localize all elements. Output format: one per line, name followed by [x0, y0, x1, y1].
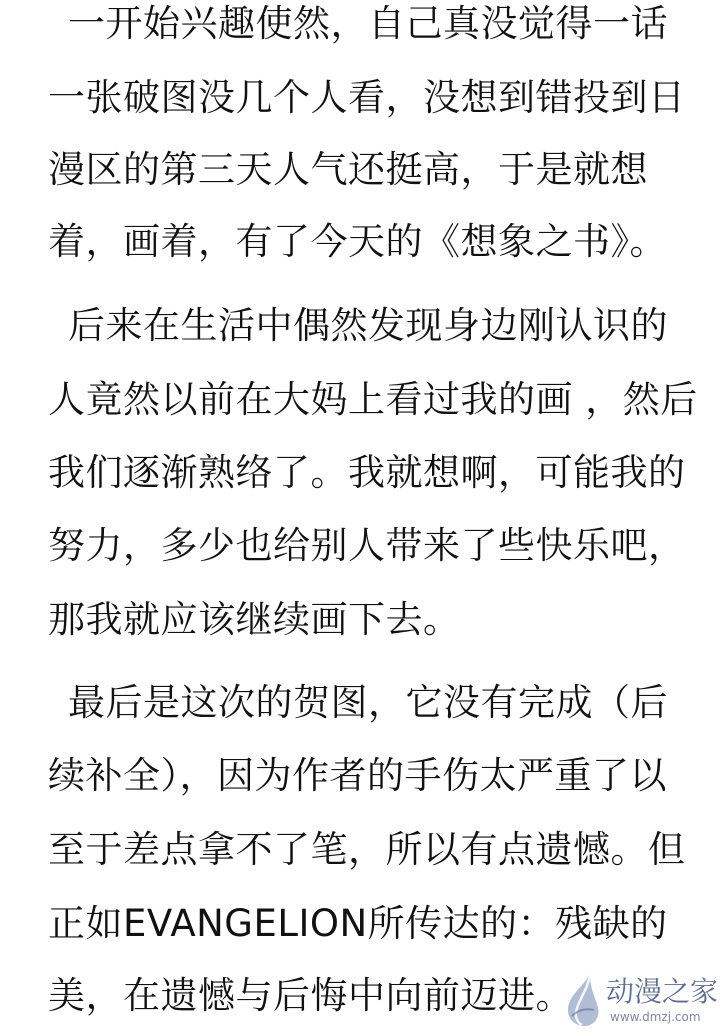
text-line: 美，在遗憾与后悔中向前迈进。	[48, 974, 573, 1017]
text-line: 着，画着，有了今天的《想象之书》。	[48, 220, 667, 263]
leaf-drop-icon	[560, 970, 604, 1028]
site-watermark	[560, 970, 720, 1032]
text-line: 至于差点拿不了笔，所以有点遗憾。但	[48, 828, 686, 871]
watermark-title: 动漫之家	[606, 975, 719, 1008]
text-line: 正如EVANGELION所传达的：残缺的	[48, 902, 668, 945]
text-line: 努力，多少也给别人带来了些快乐吧，	[48, 524, 686, 567]
text-line: 一开始兴趣使然，自己真没觉得一话	[68, 2, 668, 45]
text-line: 后来在生活中偶然发现身边刚认识的	[68, 304, 668, 347]
text-line: 漫区的第三天人气还挺高，于是就想	[48, 148, 648, 191]
text-line: 一张破图没几个人看，没想到错投到日	[48, 76, 686, 119]
text-line: 那我就应该继续画下去。	[48, 598, 461, 641]
watermark-url: www.dmzj.com	[610, 1010, 701, 1024]
text-line: 人竟然以前在大妈上看过我的画 ，然后	[48, 378, 698, 421]
text-line: 续补全），因为作者的手伤太严重了以	[48, 754, 667, 797]
text-line: 最后是这次的贺图，它没有完成（后	[68, 681, 668, 724]
text-line: 我们逐渐熟络了。我就想啊，可能我的	[48, 451, 686, 494]
